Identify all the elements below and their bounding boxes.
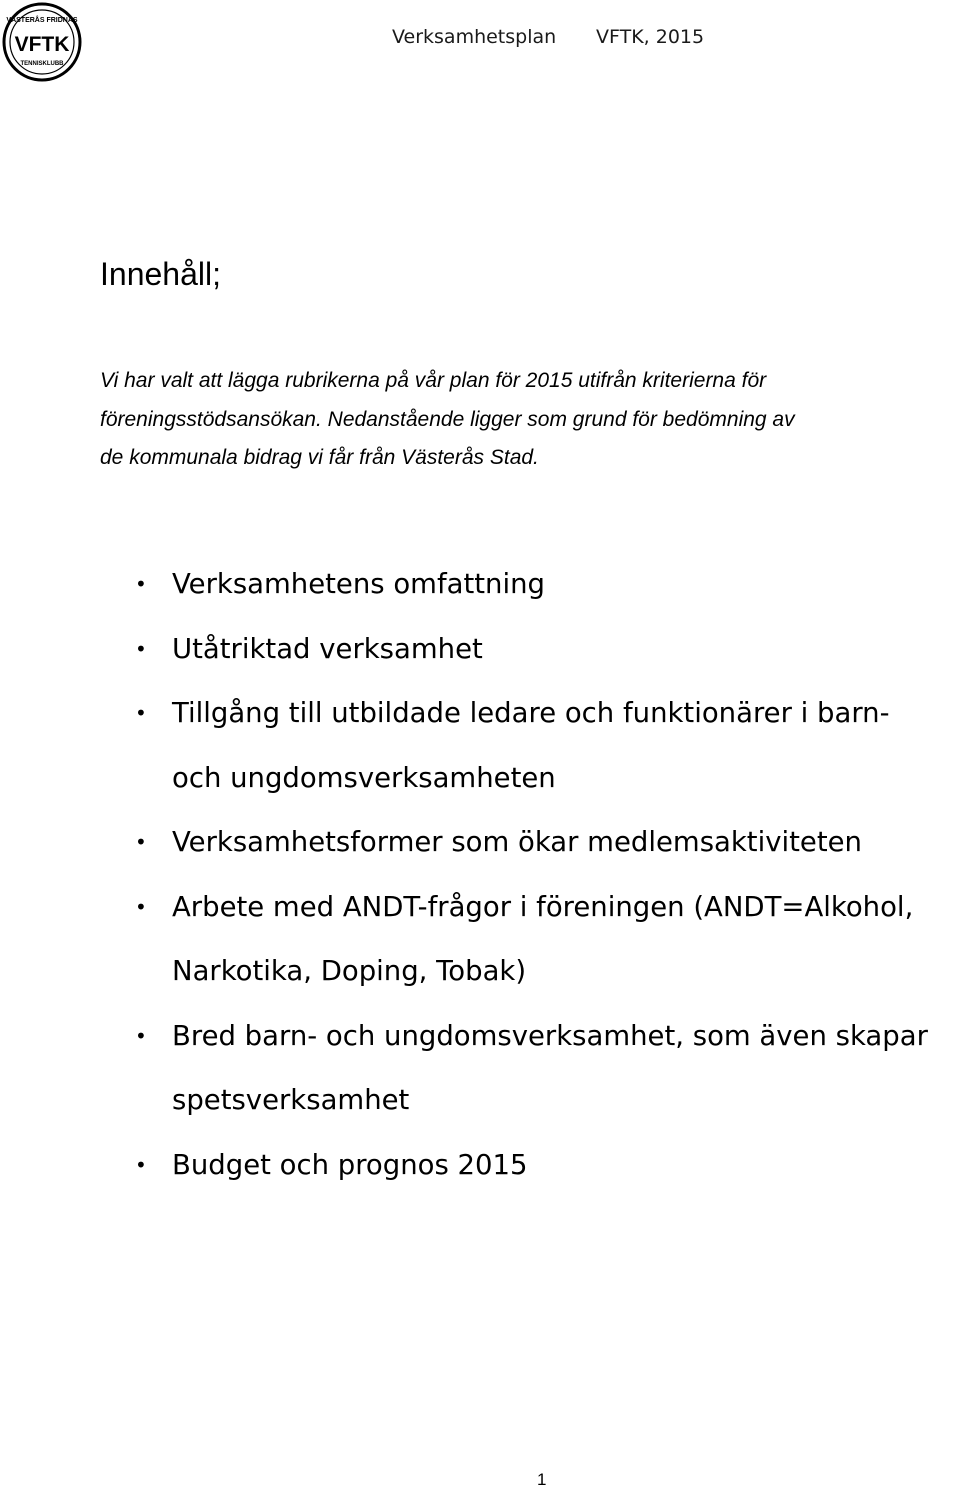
club-logo-icon	[2, 2, 82, 82]
criteria-item	[130, 1133, 960, 1198]
bullet-icon: •	[135, 572, 147, 596]
criteria-item-text-continued: och ungdomsverksamheten	[172, 761, 556, 794]
intro-line: föreningsstödsansökan. Nedanstående ligger som grund för bedömning av	[100, 407, 795, 431]
logo-main-text: VFTK	[14, 33, 70, 56]
page-number: 1	[537, 1470, 547, 1489]
intro-line: Vi har valt att lägga rubrikerna på vår plan för 2015 utifrån kriterierna för	[100, 369, 767, 392]
criteria-item-text: Arbete med ANDT-frågor i föreningen (ANDT=Alkohol,	[172, 890, 914, 923]
criteria-item	[130, 617, 960, 682]
logo-bottom-text: TENNISKLUBB	[20, 61, 64, 67]
bullet-icon: •	[135, 636, 147, 661]
bullet-icon: •	[135, 1023, 147, 1048]
criteria-list	[130, 552, 960, 1197]
criteria-item	[130, 681, 960, 810]
club-logo	[2, 2, 82, 82]
criteria-item-text: Tillgång till utbildade ledare och funktionärer i barn-	[172, 697, 890, 729]
criteria-item	[130, 1004, 960, 1133]
logo-top-text: VÄSTERÅS FRIDNÄS	[6, 17, 78, 24]
page-title: Innehåll;	[100, 256, 221, 292]
bullet-icon: •	[135, 701, 147, 725]
intro-line: de kommunala bidrag vi får från Västerås Stad.	[100, 446, 539, 469]
criteria-item	[130, 875, 960, 1004]
intro-paragraph	[100, 362, 940, 478]
bullet-icon: •	[135, 1152, 147, 1177]
criteria-item	[130, 552, 960, 617]
criteria-item	[130, 810, 960, 875]
criteria-item-text: Verksamhetsformer som ökar medlemsaktiviteten	[172, 826, 862, 858]
criteria-item-text: Utåtriktad verksamhet	[172, 632, 483, 665]
header-org-year: VFTK, 2015	[596, 26, 705, 48]
criteria-item-text-continued: spetsverksamhet	[172, 1084, 410, 1116]
criteria-item-text: Bred barn- och ungdomsverksamhet, som även skapar	[172, 1019, 928, 1052]
criteria-item-text: Budget och prognos 2015	[172, 1148, 528, 1181]
criteria-item-text-continued: Narkotika, Doping, Tobak)	[172, 955, 527, 987]
header-document-name: Verksamhetsplan	[392, 26, 557, 48]
criteria-item-text: Verksamhetens omfattning	[172, 568, 546, 600]
bullet-icon: •	[135, 830, 147, 854]
bullet-icon: •	[135, 894, 147, 919]
